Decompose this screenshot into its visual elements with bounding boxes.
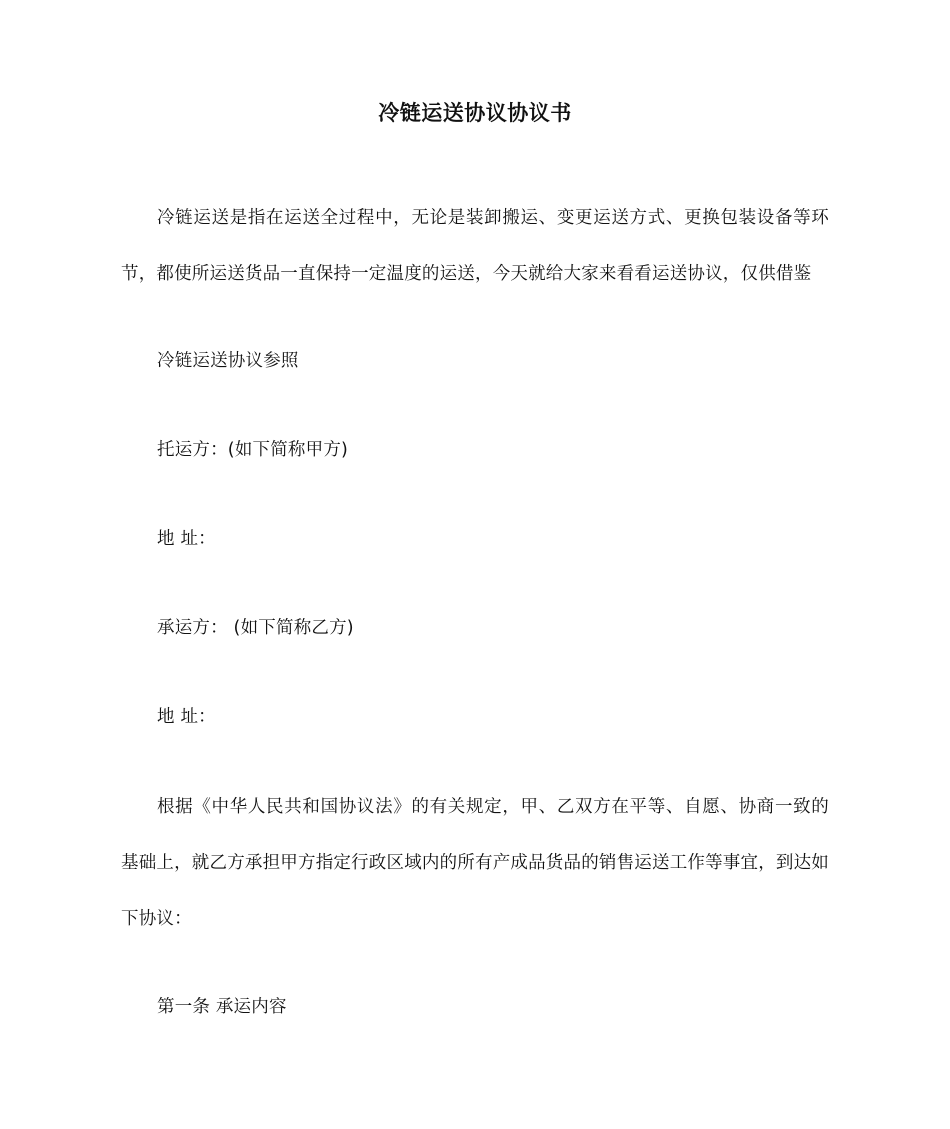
article-1-heading: 第一条 承运内容: [157, 997, 287, 1017]
carrier-address-line: 地 址：: [157, 707, 216, 727]
consignor-line: 托运方：(如下简称甲方): [157, 440, 349, 460]
consignor-address-line: 地 址：: [157, 529, 216, 549]
carrier-line: 承运方： (如下简称乙方): [157, 618, 354, 638]
document-title: 冷链运送协议协议书: [378, 101, 572, 125]
section-heading: 冷链运送协议参照: [157, 351, 299, 371]
legal-basis-paragraph: 根据《中华人民共和国协议法》的有关规定，甲、乙双方在平等、自愿、协商一致的基础上，就乙方承担甲方指定行政区域内的所有产成品货品的销售运送工作等事宜，到达如下协议：: [121, 797, 829, 929]
intro-paragraph: 冷链运送是指在运送全过程中，无论是装卸搬运、变更运送方式、更换包装设备等环节，都使所运送货品一直保持一定温度的运送，今天就给大家来看看运送协议，仅供借鉴: [121, 208, 829, 284]
